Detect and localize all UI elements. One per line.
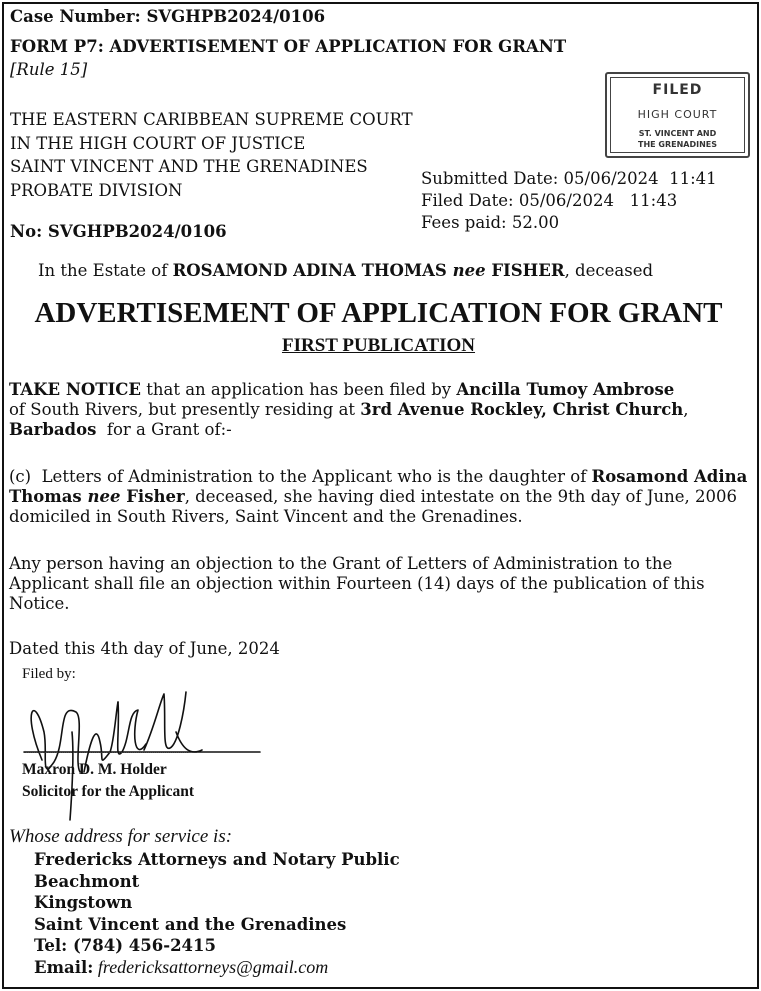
notice-text-1: that an application has been filed by (141, 380, 457, 399)
notice-text-2: of South Rivers, but presently residing at (9, 400, 361, 419)
grant-text-1: (c) Letters of Administration to the Applicant who is the daughter of (9, 467, 592, 486)
notice-line-1 (9, 380, 751, 400)
service-label: Whose address for service is: (9, 826, 233, 847)
page-title: ADVERTISEMENT OF APPLICATION FOR GRANT (34, 297, 723, 329)
deceased-name: Rosamond Adina Thomas (9, 467, 748, 506)
notice-line-2 (9, 400, 751, 440)
deceased-nee: nee (87, 487, 121, 506)
filed-by-label: Filed by: (22, 666, 76, 682)
court-heading (10, 108, 413, 202)
estate-nee: nee (452, 261, 486, 280)
filing-details (421, 168, 717, 234)
firm-name: Fredericks Attorneys and Notary Public (34, 850, 400, 869)
court-line-3: SAINT VINCENT AND THE GRENADINES (10, 157, 368, 176)
publication-subtitle: FIRST PUBLICATION (281, 335, 476, 356)
submitted-date: Submitted Date: 05/06/2024 11:41 (421, 169, 717, 188)
stamp-country-text (607, 128, 748, 150)
dated-line: Dated this 4th day of June, 2024 (9, 639, 280, 658)
notice-text-3: , (683, 400, 689, 419)
objection-paragraph: Any person having an objection to the Grant of Letters of Administration to the Applicant shall file an objection within Fourteen (14) days of the publication of this Notice. (9, 554, 705, 613)
estate-line (38, 261, 653, 280)
estate-prefix: In the Estate of (38, 261, 173, 280)
filed-stamp (605, 72, 750, 158)
take-notice: TAKE NOTICE (9, 380, 141, 399)
email-line (34, 957, 400, 979)
address-line-1: Beachmont (34, 871, 140, 891)
filed-date: Filed Date: 05/06/2024 11:43 (421, 191, 678, 210)
court-line-2: IN THE HIGH COURT OF JUSTICE (10, 133, 306, 153)
case-number: Case Number: SVGHPB2024/0106 (10, 7, 326, 26)
grant-paragraph (9, 467, 751, 527)
deceased-maiden-name: Fisher (120, 487, 185, 506)
address-line-3: Saint Vincent and the Grenadines (34, 914, 347, 934)
stamp-court-text: HIGH COURT (637, 108, 718, 121)
telephone: Tel: (784) 456-2415 (34, 936, 216, 955)
address-line-2: Kingstown (34, 893, 133, 912)
grant-text-2: , deceased, she having died intestate on the 9th day of June, 2006 domiciled in South Rivers, Saint Vincent and the Grenadines. (9, 487, 737, 526)
solicitor-name: Maxron D. M. Holder (22, 761, 167, 778)
stamp-country-line-2: THE GRENADINES (637, 140, 718, 149)
estate-suffix: , deceased (564, 261, 654, 280)
claim-number: No: SVGHPB2024/0106 (10, 222, 227, 241)
email-label: Email: (34, 957, 94, 977)
form-title: FORM P7: ADVERTISEMENT OF APPLICATION FOR GRANT (10, 37, 567, 56)
court-line-4: PROBATE DIVISION (10, 180, 183, 200)
rule-reference: [Rule 15] (10, 60, 88, 79)
applicant-address: 3rd Avenue Rockley, Christ Church (360, 400, 684, 419)
fees-paid: Fees paid: 52.00 (421, 213, 560, 232)
estate-name: ROSAMOND ADINA THOMAS (172, 261, 453, 280)
applicant-name: Ancilla Tumoy Ambrose (456, 380, 675, 399)
signature-line (24, 752, 188, 753)
estate-maiden-name: FISHER (485, 261, 565, 280)
stamp-country-line-1: ST. VINCENT AND (638, 129, 717, 138)
court-line-1: THE EASTERN CARIBBEAN SUPREME COURT (10, 110, 413, 129)
applicant-country: Barbados (9, 420, 97, 439)
solicitor-role: Solicitor for the Applicant (22, 783, 195, 800)
notice-text-4: for a Grant of:- (96, 420, 232, 439)
email-address: fredericksattorneys@gmail.com (93, 956, 329, 977)
notice-paragraph (9, 380, 751, 440)
stamp-filed-text: FILED (652, 82, 703, 98)
service-address (34, 849, 400, 978)
